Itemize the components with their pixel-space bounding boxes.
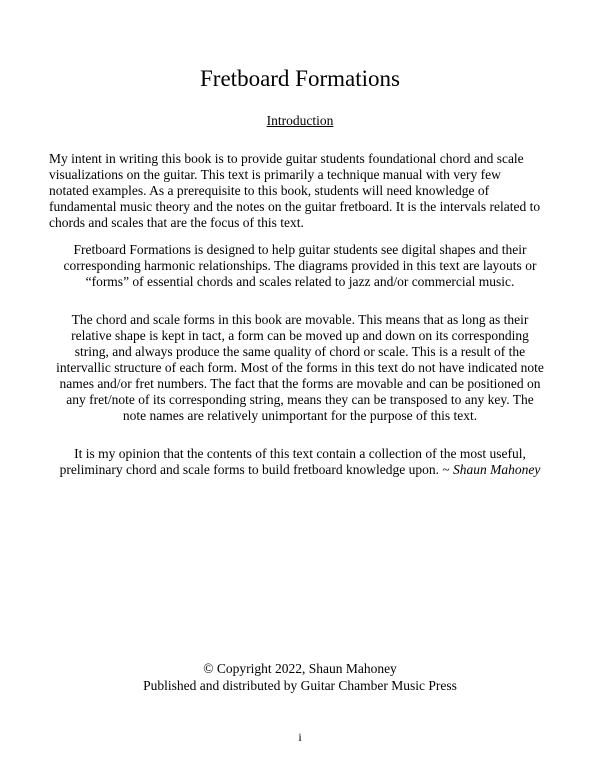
paragraph-line-text: preliminary chord and scale forms to build fretboard knowledge upon. ~	[59, 462, 454, 477]
paragraph-line: names and/or fret numbers. The fact that the forms are movable and can be positioned on	[59, 376, 541, 391]
paragraph-line: string, and always produce the same quality of chord or scale. This is a result of the	[74, 344, 526, 359]
paragraph-line: Fretboard Formations is designed to help guitar students see digital shapes and their	[73, 242, 527, 257]
paragraph-line: fundamental music theory and the notes on the guitar fretboard. It is the intervals related to	[49, 199, 541, 214]
paragraph-line: intervallic structure of each form. Most of the forms in this text do not have indicated note	[56, 360, 544, 375]
page-title: Fretboard Formations	[200, 66, 400, 91]
paragraph-line: My intent in writing this book is to provide guitar students foundational chord and scale	[49, 151, 524, 166]
paragraph-line: “forms” of essential chords and scales related to jazz and/or commercial music.	[85, 274, 515, 289]
paragraph-line: corresponding harmonic relationships. The diagrams provided in this text are layouts or	[63, 258, 537, 273]
section-heading: Introduction	[266, 113, 334, 128]
paragraph-line: relative shape is kept in tact, a form can be moved up and down on its corresponding	[71, 328, 529, 343]
page-number: i	[298, 730, 302, 744]
paragraph-line: note names are relatively unimportant for the purpose of this text.	[122, 408, 478, 423]
paragraph-line: notated examples. As a prerequisite to this book, students will need knowledge of	[49, 183, 490, 198]
paragraph-line	[0, 462, 600, 478]
copyright-notice: © Copyright 2022, Shaun Mahoney	[203, 661, 397, 676]
author-signature: Shaun Mahoney	[453, 462, 541, 477]
paragraph-line: chords and scales that are the focus of this text.	[49, 215, 304, 230]
paragraph-line: visualizations on the guitar. This text is primarily a technique manual with very few	[49, 167, 501, 182]
paragraph-line: It is my opinion that the contents of this text contain a collection of the most useful,	[74, 446, 526, 461]
paragraph-line: The chord and scale forms in this book are movable. This means that as long as their	[71, 312, 529, 327]
publisher-notice: Published and distributed by Guitar Chamber Music Press	[143, 678, 457, 693]
paragraph-line: any fret/note of its corresponding string, means they can be transposed to any key. The	[66, 392, 534, 407]
